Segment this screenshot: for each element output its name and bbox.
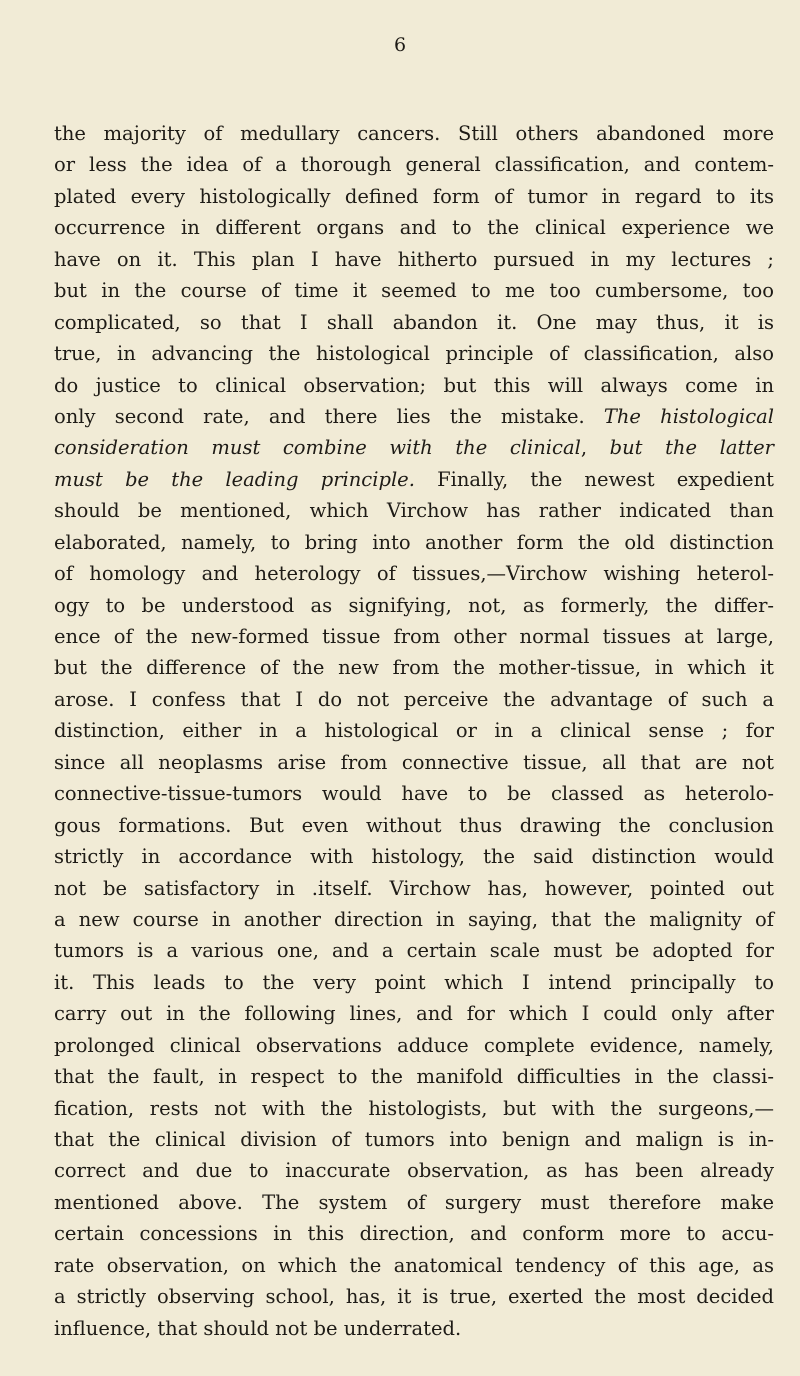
text-segment: it. This leads to the very point which I intend principally to: [54, 970, 774, 994]
text-segment: arose. I confess that I do not perceive the advantage of such a: [54, 687, 774, 711]
text-line: [54, 181, 774, 212]
text-segment: strictly in accordance with histology, the said distinction would: [54, 845, 774, 869]
italic-text: but the latter: [609, 436, 775, 460]
text-line: [54, 275, 774, 306]
text-line: [54, 1218, 774, 1249]
text-segment: but in the course of time it seemed to me too cumbersome, too: [54, 279, 774, 303]
text-segment: of homology and heterology of tissues,—Virchow wishing heterol-: [54, 562, 774, 586]
text-segment: only second rate, and there lies the mistake.: [54, 404, 604, 428]
text-segment: Finally, the newest expedient: [414, 467, 774, 491]
text-line: [54, 558, 774, 589]
italic-text: The histological: [603, 404, 774, 428]
text-line: [54, 212, 774, 243]
text-segment: elaborated, namely, to bring into another form the old distinction: [54, 530, 774, 554]
text-line: [54, 778, 774, 809]
text-segment: connective-tissue-tumors would have to be classed as heterolo-: [54, 782, 774, 806]
text-line: [54, 1061, 774, 1092]
text-segment: true, in advancing the histological principle of classification, also: [54, 342, 774, 366]
text-line: [54, 495, 774, 526]
text-segment: occurrence in different organs and to the clinical experience we: [54, 216, 774, 240]
text-line: [54, 1250, 774, 1281]
text-line: [54, 464, 774, 495]
text-line: [54, 370, 774, 401]
text-segment: that the clinical division of tumors into benign and malign is in-: [54, 1128, 774, 1151]
text-segment: a new course in another direction in saying, that the malignity of: [54, 907, 774, 931]
text-line: [54, 810, 774, 841]
text-line: [54, 715, 774, 746]
text-line: [54, 841, 774, 872]
text-segment: distinction, either in a histological or in a clinical sense ; for: [54, 719, 774, 743]
text-line: [54, 1093, 774, 1124]
text-segment: ence of the new-formed tissue from other normal tissues at large,: [54, 625, 774, 648]
text-line: [54, 998, 774, 1029]
text-segment: that the fault, in respect to the manifold difficulties in the classi-: [54, 1065, 774, 1089]
text-segment: ogy to be understood as signifying, not, as formerly, the differ-: [54, 593, 774, 617]
text-line: [54, 527, 774, 558]
text-line: [54, 1030, 774, 1061]
text-segment: influence, that should not be underrated.: [54, 1316, 462, 1340]
text-segment: since all neoplasms arise from connective tissue, all that are not: [54, 750, 774, 774]
text-segment: rate observation, on which the anatomical tendency of this age, as: [54, 1253, 774, 1277]
text-line: [54, 684, 774, 715]
text-line: [54, 935, 774, 966]
text-segment: gous formations. But even without thus drawing the conclusion: [54, 813, 774, 837]
text-segment: certain concessions in this direction, and conform more to accu-: [54, 1222, 774, 1246]
text-line: [54, 1187, 774, 1218]
italic-text: consideration must combine with the clinical: [54, 436, 581, 460]
text-segment: have on it. This plan I have hitherto pursued in my lectures ;: [54, 247, 774, 271]
text-line: [54, 244, 774, 275]
text-segment: not be satisfactory in .itself. Virchow has, however, pointed out: [54, 876, 774, 900]
text-segment: mentioned above. The system of surgery must therefore make: [54, 1190, 774, 1214]
text-segment: carry out in the following lines, and for which I could only after: [54, 1002, 774, 1026]
text-line: [54, 432, 774, 463]
text-line: [54, 967, 774, 998]
text-segment: fication, rests not with the histologists, but with the surgeons,—: [54, 1096, 774, 1120]
text-segment: plated every histologically defined form of tumor in regard to its: [54, 184, 774, 208]
body-text: [54, 118, 774, 1344]
text-line: [54, 747, 774, 778]
text-line: [54, 652, 774, 683]
text-line: [54, 1155, 774, 1186]
text-line: [54, 338, 774, 369]
text-segment: correct and due to inaccurate observation, as has been already: [54, 1159, 774, 1183]
text-line: [54, 401, 774, 432]
text-segment: ,: [580, 436, 610, 460]
text-line: [54, 590, 774, 621]
text-line: [54, 149, 774, 180]
text-line: [54, 1281, 774, 1312]
text-segment: prolonged clinical observations adduce complete evidence, namely,: [54, 1033, 774, 1057]
text-segment: tumors is a various one, and a certain scale must be adopted for: [54, 939, 774, 963]
text-line: [54, 873, 774, 904]
text-segment: do justice to clinical observation; but this will always come in: [54, 373, 774, 397]
text-segment: the majority of medullary cancers. Still others abandoned more: [54, 122, 774, 145]
text-segment: complicated, so that I shall abandon it. One may thus, it is: [54, 310, 774, 334]
text-segment: or less the idea of a thorough general classification, and contem-: [54, 153, 774, 177]
text-segment: but the difference of the new from the mother-tissue, in which it: [54, 656, 774, 680]
text-line: [54, 1313, 774, 1344]
italic-text: must be the leading principle.: [54, 467, 415, 491]
text-line: [54, 621, 774, 652]
text-segment: should be mentioned, which Virchow has rather indicated than: [54, 499, 774, 523]
text-line: [54, 1124, 774, 1155]
page-number: 6: [393, 34, 407, 56]
text-line: [54, 904, 774, 935]
text-line: [54, 307, 774, 338]
text-segment: a strictly observing school, has, it is true, exerted the most decided: [54, 1285, 774, 1309]
text-line: [54, 118, 774, 149]
